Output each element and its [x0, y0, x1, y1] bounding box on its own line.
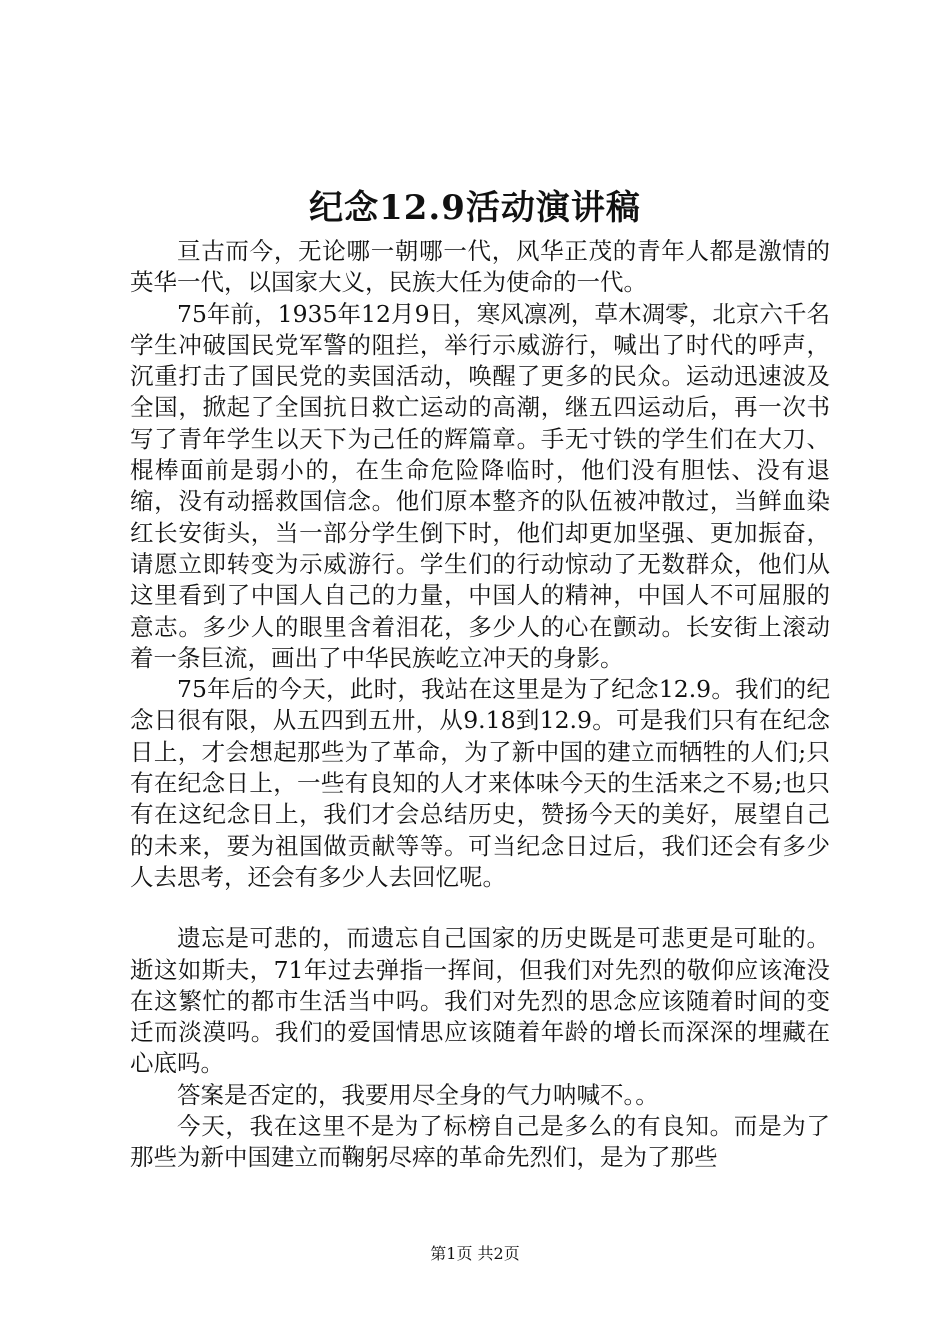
paragraph-2: 75年前，1935年12月9日，寒风凛冽，草木凋零，北京六千名学生冲破国民党军警的阻拦，举行示威游行，喊出了时代的呼声，沉重打击了国民党的卖国活动，唤醒了更多的民众。运动迅速波及全国，掀起了全国抗日救亡运动的高潮，继五四运动后，再一次书写了青年学生以天下为己任的辉篇章。手无寸铁的学生们在大刀、棍棒面前是弱小的，在生命危险降临时，他们没有胆怯、没有退缩，没有动摇救国信念。他们原本整齐的队伍被冲散过，当鲜血染红长安街头，当一部分学生倒下时，他们却更加坚强、更加振奋，请愿立即转变为示威游行。学生们的行动惊动了无数群众，他们从这里看到了中国人自己的力量，中国人的精神，中国人不可屈服的意志。多少人的眼里含着泪花，多少人的心在颤动。长安街上滚动着一条巨流，画出了中华民族屹立冲天的身影。	[130, 299, 830, 672]
page-footer: 第1页 共2页	[430, 1244, 520, 1263]
paragraph-1: 亘古而今，无论哪一朝哪一代，风华正茂的青年人都是激情的英华一代，以国家大义，民族大任为使命的一代。	[130, 237, 830, 297]
document-title: 纪念12.9活动演讲稿	[309, 188, 641, 228]
document-body	[130, 236, 830, 1174]
paragraph-4: 遗忘是可悲的，而遗忘自己国家的历史既是可悲更是可耻的。逝这如斯夫，71年过去弹指一挥间，但我们对先烈的敬仰应该淹没在这繁忙的都市生活当中吗。我们对先烈的思念应该随着时间的变迁而淡漠吗。我们的爱国情思应该随着年龄的增长而深深的埋藏在心底吗。	[130, 924, 830, 1078]
paragraph-5: 答案是否定的，我要用尽全身的气力呐喊不。。	[177, 1080, 659, 1109]
paragraph-6: 今天，我在这里不是为了标榜自己是多么的有良知。而是为了那些为新中国建立而鞠躬尽瘁的革命先烈们，是为了那些	[130, 1112, 830, 1172]
paragraph-3: 75年后的今天，此时，我站在这里是为了纪念12.9。我们的纪念日很有限，从五四到五卅，从9.18到12.9。可是我们只有在纪念日上，才会想起那些为了革命，为了新中国的建立而牺牲的人们;只有在纪念日上，一些有良知的人才来体味今天的生活来之不易;也只有在这纪念日上，我们才会总结历史，赞扬今天的美好，展望自己的未来，要为祖国做贡献等等。可当纪念日过后，我们还会有多少人去思考，还会有多少人去回忆呢。	[130, 675, 830, 891]
